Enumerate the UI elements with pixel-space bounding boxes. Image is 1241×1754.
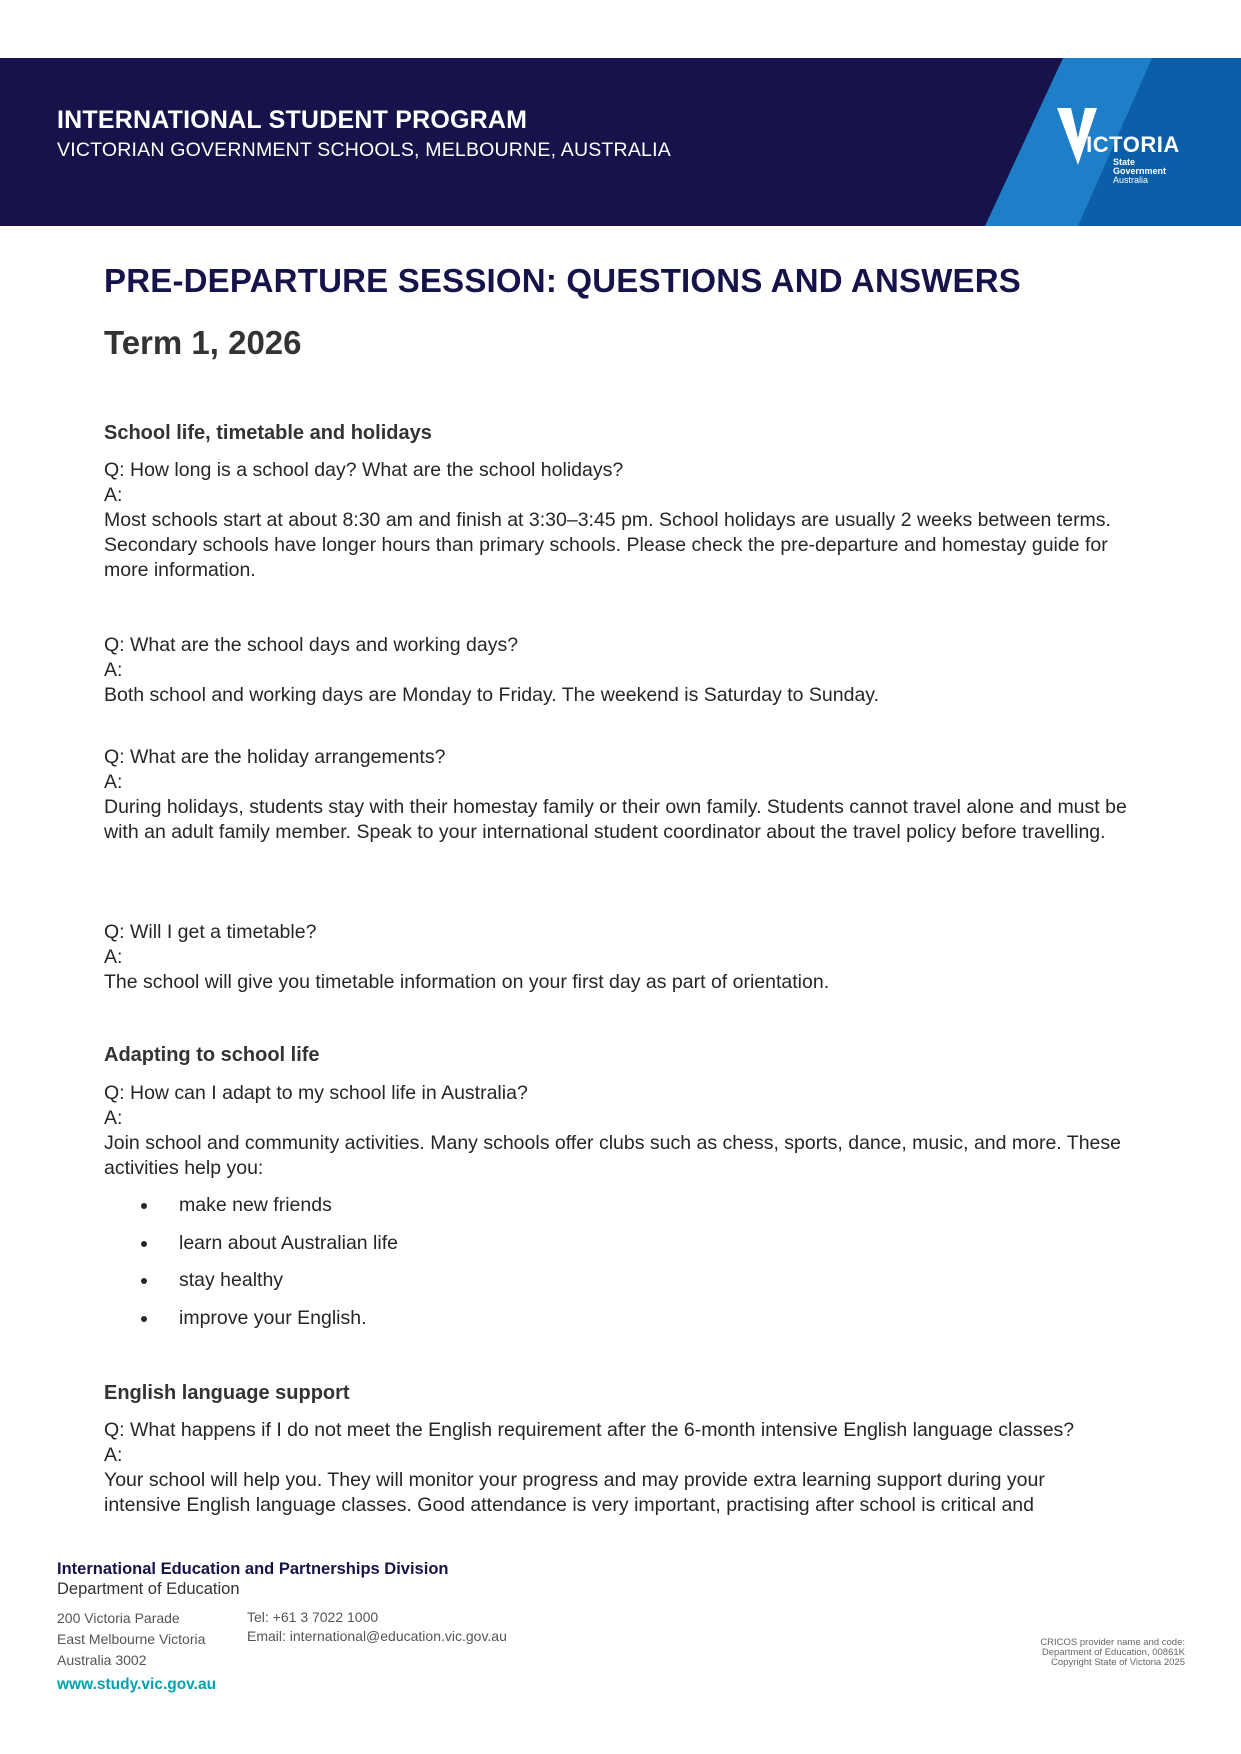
email-address[interactable]: Email: international@education.vic.gov.au <box>247 1628 507 1644</box>
bullet-list <box>104 1193 398 1343</box>
phone-number: Tel: +61 3 7022 1000 <box>247 1609 379 1625</box>
term-label: Term 1, 2026 <box>104 324 302 361</box>
cricos-notice <box>1040 1638 1185 1668</box>
list-item <box>104 1268 398 1306</box>
bullet-dot-icon <box>141 1203 147 1209</box>
list-item-text: improve your English. <box>179 1306 367 1329</box>
answer-text: The school will give you timetable information on your first day as part of orientation. <box>104 971 830 993</box>
postal-address <box>57 1608 205 1671</box>
qa-block <box>104 458 1134 583</box>
address-line: 200 Victoria Parade <box>57 1610 180 1626</box>
program-subtitle: VICTORIAN GOVERNMENT SCHOOLS, MELBOURNE, AUSTRALIA <box>57 139 671 161</box>
victoria-logo <box>1057 108 1187 198</box>
answer-text: Your school will help you. They will monitor your progress and may provide extra learning support during your intensive English language classes. Good attendance is very important, practising after school is critical and <box>104 1469 1045 1516</box>
list-item-text: learn about Australian life <box>179 1231 398 1254</box>
address-line: East Melbourne Victoria <box>57 1631 206 1647</box>
logo-line-government: Government <box>1113 166 1167 176</box>
page-title: PRE-DEPARTURE SESSION: QUESTIONS AND ANSWERS <box>104 262 1021 299</box>
question-text: Q: How long is a school day? What are the school holidays? <box>104 459 624 481</box>
logo-word: VICTORIA <box>1071 132 1180 157</box>
bullet-dot-icon <box>141 1278 147 1284</box>
qa-block <box>104 920 1134 995</box>
question-text: Q: What happens if I do not meet the English requirement after the 6-month intensive English language classes? <box>104 1419 1075 1441</box>
cricos-line: CRICOS provider name and code: <box>1040 1637 1185 1648</box>
answer-label: A: <box>104 1107 123 1129</box>
logo-line-australia: Australia <box>1113 175 1149 185</box>
address-line: Australia 3002 <box>57 1652 147 1668</box>
answer-label: A: <box>104 484 123 506</box>
answer-label: A: <box>104 946 123 968</box>
logo-line-state: State <box>1113 157 1136 167</box>
answer-label: A: <box>104 771 123 793</box>
cricos-line: Department of Education, 00861K <box>1041 1647 1185 1658</box>
question-text: Q: Will I get a timetable? <box>104 921 317 943</box>
answer-text: Both school and working days are Monday to Friday. The weekend is Saturday to Sunday. <box>104 684 880 706</box>
section-heading: Adapting to school life <box>104 1044 320 1066</box>
list-item-text: make new friends <box>179 1194 332 1216</box>
answer-label: A: <box>104 1444 123 1466</box>
department-name: Department of Education <box>57 1580 240 1598</box>
logo-subtext <box>1113 158 1166 185</box>
answer-text: Most schools start at about 8:30 am and finish at 3:30–3:45 pm. School holidays are usually 2 weeks between terms. Secondary schools have longer hours than primary schools. Please check the pre-departure and homestay guide for more information. <box>104 509 1111 581</box>
bullet-dot-icon <box>141 1241 147 1247</box>
contact-details <box>247 1608 507 1646</box>
question-text: Q: What are the holiday arrangements? <box>104 746 446 768</box>
page-footer <box>57 1560 1187 1710</box>
list-item-text: stay healthy <box>179 1269 284 1291</box>
qa-block <box>104 633 1134 708</box>
website-link[interactable]: www.study.vic.gov.au <box>57 1676 217 1693</box>
cricos-line: Copyright State of Victoria 2025 <box>1051 1657 1185 1668</box>
division-name: International Education and Partnerships Division <box>57 1560 449 1578</box>
section-heading: School life, timetable and holidays <box>104 422 432 444</box>
qa-block <box>104 745 1134 845</box>
qa-block <box>104 1418 1104 1518</box>
list-item <box>104 1306 398 1344</box>
section-heading: English language support <box>104 1382 350 1404</box>
doc-header <box>104 262 1134 362</box>
qa-block <box>104 1081 1134 1181</box>
header-banner <box>0 58 1241 226</box>
bullet-dot-icon <box>141 1316 147 1322</box>
list-item <box>104 1231 398 1269</box>
answer-text: Join school and community activities. Many schools offer clubs such as chess, sports, dance, music, and more. These activities help you: <box>104 1132 1121 1179</box>
question-text: Q: What are the school days and working days? <box>104 634 519 656</box>
program-title: INTERNATIONAL STUDENT PROGRAM <box>57 106 528 134</box>
answer-label: A: <box>104 659 123 681</box>
answer-text: During holidays, students stay with their homestay family or their own family. Students cannot travel alone and must be with an adult family member. Speak to your international student coordinator about the travel policy before travelling. <box>104 796 1127 843</box>
question-text: Q: How can I adapt to my school life in Australia? <box>104 1082 528 1104</box>
list-item <box>104 1193 398 1231</box>
